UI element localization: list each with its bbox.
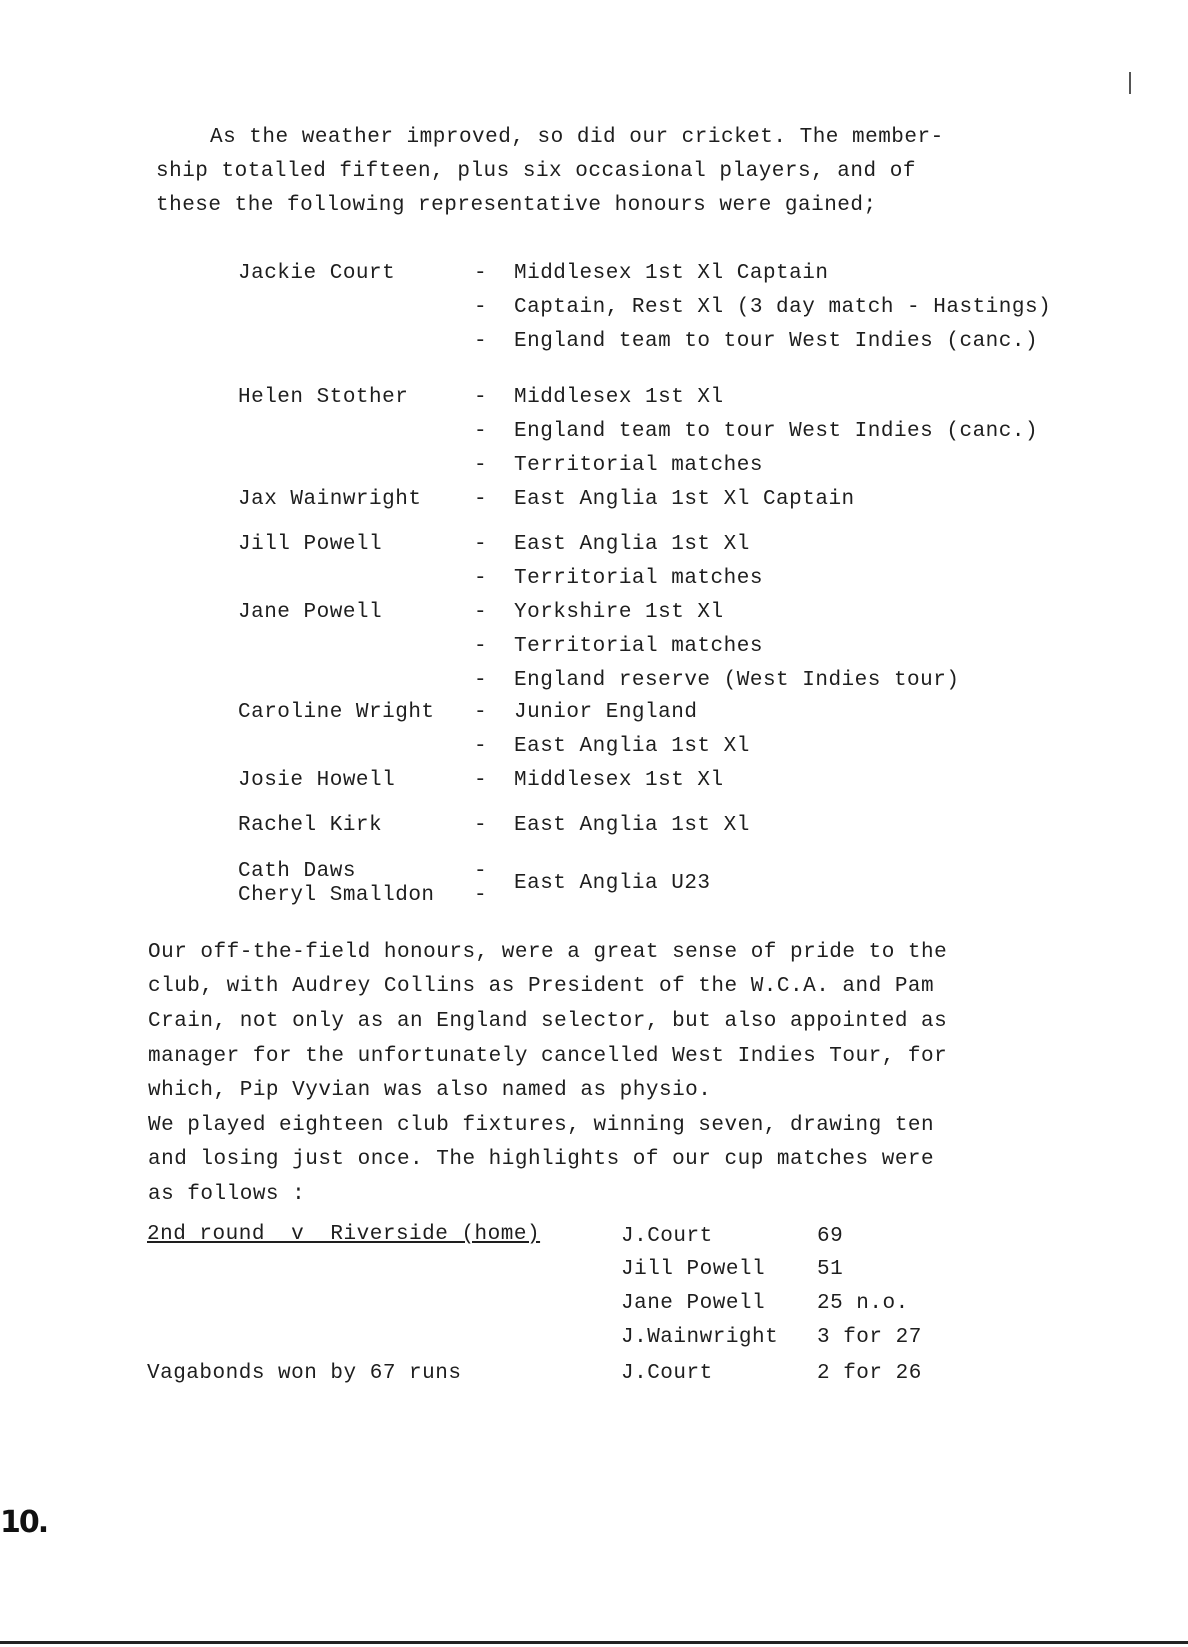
honour-item: East Anglia 1st Xl [514, 533, 750, 556]
dash-separator: - [474, 701, 487, 724]
body-line: Crain, not only as an England selector, but also appointed as [148, 1010, 948, 1033]
intro-line: these the following representative honours were gained; [156, 194, 877, 217]
player-name: Helen Stother [238, 386, 409, 409]
intro-line: As the weather improved, so did our cricket. The member- [210, 126, 944, 149]
honour-item: East Anglia 1st Xl [514, 814, 750, 837]
honour-item: East Anglia 1st Xl Captain [514, 488, 855, 511]
honour-item: Middlesex 1st Xl [514, 769, 724, 792]
body-line: We played eighteen club fixtures, winning seven, drawing ten [148, 1114, 935, 1137]
intro-line: ship totalled fifteen, plus six occasional players, and of [156, 160, 916, 183]
dash-separator: - [474, 454, 487, 477]
body-line: as follows : [148, 1183, 306, 1206]
honour-item: Middlesex 1st Xl Captain [514, 262, 829, 285]
page-number: 10. [0, 1505, 48, 1540]
player-name: Rachel Kirk [238, 814, 383, 837]
margin-mark [1129, 72, 1131, 94]
player-name: Josie Howell [238, 769, 396, 792]
honour-item: Captain, Rest Xl (3 day match - Hastings) [514, 296, 1052, 319]
body-line: Our off-the-field honours, were a great sense of pride to the [148, 941, 948, 964]
player-name: Jane Powell [238, 601, 383, 624]
dash-separator: - [474, 262, 487, 285]
dash-separator: - [474, 567, 487, 590]
dash-separator: - [474, 533, 487, 556]
honour-item: England reserve (West Indies tour) [514, 669, 960, 692]
dash-separator: - [474, 488, 487, 511]
body-line: and losing just once. The highlights of our cup matches were [148, 1148, 935, 1171]
dash-separator: - [474, 386, 487, 409]
dash-separator: - [474, 420, 487, 443]
body-line: manager for the unfortunately cancelled West Indies Tour, for [148, 1045, 948, 1068]
player-name: Caroline Wright [238, 701, 435, 724]
honour-item: Territorial matches [514, 567, 763, 590]
dash-separator: - [474, 814, 487, 837]
body-line: which, Pip Vyvian was also named as physio. [148, 1079, 712, 1102]
dash-separator: - [474, 860, 487, 883]
performance-figure: 3 for 27 [817, 1326, 922, 1349]
player-name: Jackie Court [238, 262, 396, 285]
performance-figure: 2 for 26 [817, 1362, 922, 1385]
performance-figure: 51 [817, 1258, 844, 1281]
performance-player: Jill Powell [621, 1258, 766, 1281]
performance-player: J.Court [621, 1225, 713, 1248]
honour-item: Territorial matches [514, 635, 763, 658]
performance-player: J.Wainwright [621, 1326, 779, 1349]
honour-item: Yorkshire 1st Xl [514, 601, 724, 624]
honour-item: Junior England [514, 701, 698, 724]
cup-match-title: 2nd round v Riverside (home) [147, 1223, 541, 1246]
dash-separator: - [474, 601, 487, 624]
cup-match-result: Vagabonds won by 67 runs [147, 1362, 462, 1385]
player-name: Cheryl Smalldon [238, 884, 435, 907]
page-bottom-rule [0, 1641, 1188, 1644]
player-name: Jill Powell [238, 533, 383, 556]
honour-item: England team to tour West Indies (canc.) [514, 330, 1039, 353]
player-name: Cath Daws [238, 860, 356, 883]
honour-item: East Anglia 1st Xl [514, 735, 750, 758]
honour-item: Territorial matches [514, 454, 763, 477]
dash-separator: - [474, 735, 487, 758]
dash-separator: - [474, 769, 487, 792]
performance-player: Jane Powell [621, 1292, 766, 1315]
honour-item: Middlesex 1st Xl [514, 386, 724, 409]
performance-figure: 69 [817, 1225, 844, 1248]
dash-separator: - [474, 635, 487, 658]
dash-separator: - [474, 884, 487, 907]
dash-separator: - [474, 296, 487, 319]
honour-item: East Anglia U23 [514, 872, 711, 895]
performance-figure: 25 n.o. [817, 1292, 909, 1315]
player-name: Jax Wainwright [238, 488, 422, 511]
honour-item: England team to tour West Indies (canc.) [514, 420, 1039, 443]
dash-separator: - [474, 330, 487, 353]
performance-player: J.Court [621, 1362, 713, 1385]
body-line: club, with Audrey Collins as President of the W.C.A. and Pam [148, 975, 935, 998]
dash-separator: - [474, 669, 487, 692]
